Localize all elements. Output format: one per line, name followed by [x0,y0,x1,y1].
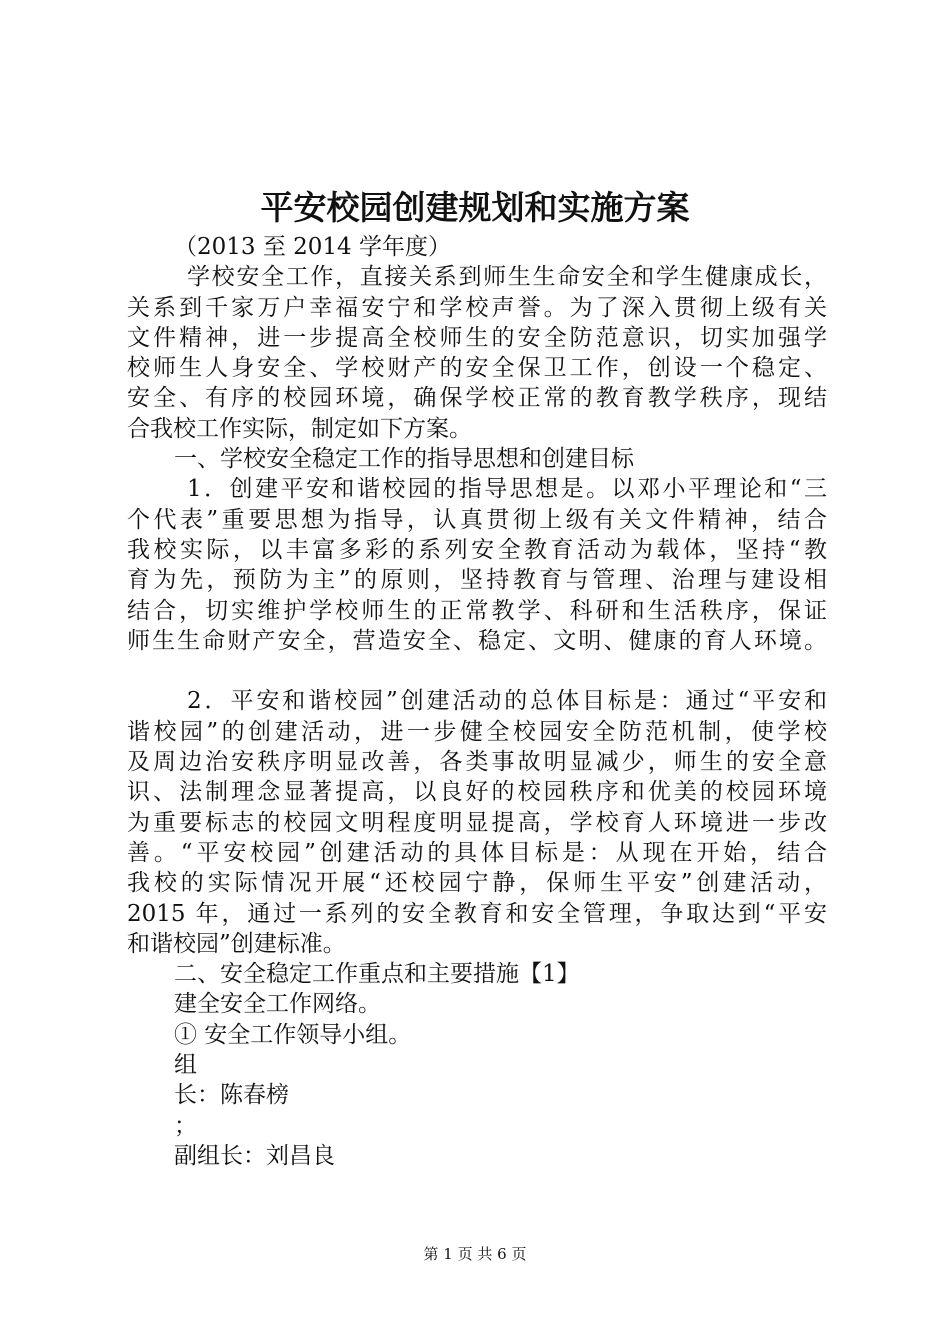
section-heading: 一、学校安全稳定工作的指导思想和创建目标 [174,446,634,473]
paragraph-line: 为重要标志的校园文明程度明显提高，学校育人环境进一步改 [127,809,827,836]
paragraph-line: ； [174,1112,197,1139]
paragraph-line: 关系到千家万户幸福安宁和学校声誉。为了深入贯彻上级有关 [127,294,827,321]
paragraph-line: 和谐校园”创建标准。 [127,930,346,957]
paragraph-line: 长：陈春榜 [174,1082,289,1109]
paragraph-line: 育为先，预防为主”的原则，坚持教育与管理、治理与建设相 [127,567,827,594]
paragraph-line: 安全、有序的校园环境，确保学校正常的教育教学秩序，现结 [127,385,827,412]
paragraph-line: 识、法制理念显著提高，以良好的校园秩序和优美的校园环境 [127,779,827,806]
paragraph-line: 我校实际，以丰富多彩的系列安全教育活动为载体，坚持“教 [127,536,827,563]
list-item: ① 安全工作领导小组。 [174,1021,412,1048]
paragraph-line: 建全安全工作网络。 [174,991,381,1018]
paragraph-line: 善。“平安校园”创建活动的具体目标是：从现在开始，结合 [127,839,827,866]
paragraph-line: 2015 年，通过一系列的安全教育和安全管理，争取达到“平安 [127,900,827,927]
paragraph-line: 合我校工作实际，制定如下方案。 [127,415,472,442]
paragraph-line: 1．创建平安和谐校园的指导思想是。以邓小平理论和“三 [187,476,827,503]
paragraph-line: 2．平安和谐校园”创建活动的总体目标是：通过“平安和 [187,688,827,715]
paragraph-line: 校师生人身安全、学校财产的安全保卫工作，创设一个稳定、 [127,355,827,382]
page-footer: 第 1 页 共 6 页 [423,1245,527,1263]
paragraph-line: 谐校园”的创建活动，进一步健全校园安全防范机制，使学校 [127,718,827,745]
document-body [127,232,827,1171]
paragraph-line: 及周边治安秩序明显改善，各类事故明显减少，师生的安全意 [127,749,827,776]
paragraph-line: 学校安全工作，直接关系到师生生命安全和学生健康成长， [187,264,827,291]
paragraph-line: 个代表”重要思想为指导，认真贯彻上级有关文件精神，结合 [127,506,827,533]
document-title: 平安校园创建规划和实施方案 [260,188,690,227]
section-heading: 二、安全稳定工作重点和主要措施【1】 [174,961,580,988]
paragraph-line: 我校的实际情况开展“还校园宁静，保师生平安”创建活动， [127,870,827,897]
paragraph-line: 结合，切实维护学校师生的正常教学、科研和生活秩序，保证 [127,597,827,624]
paragraph-line: 组 [174,1052,197,1079]
blank-line [127,656,827,686]
paragraph-line: 副组长：刘昌良 [174,1142,335,1169]
subtitle: （2013 至 2014 学年度） [174,234,451,260]
paragraph-line: 文件精神，进一步提高全校师生的安全防范意识，切实加强学 [127,324,827,351]
paragraph-line: 师生生命财产安全，营造安全、稳定、文明、健康的育人环境。 [127,627,827,654]
